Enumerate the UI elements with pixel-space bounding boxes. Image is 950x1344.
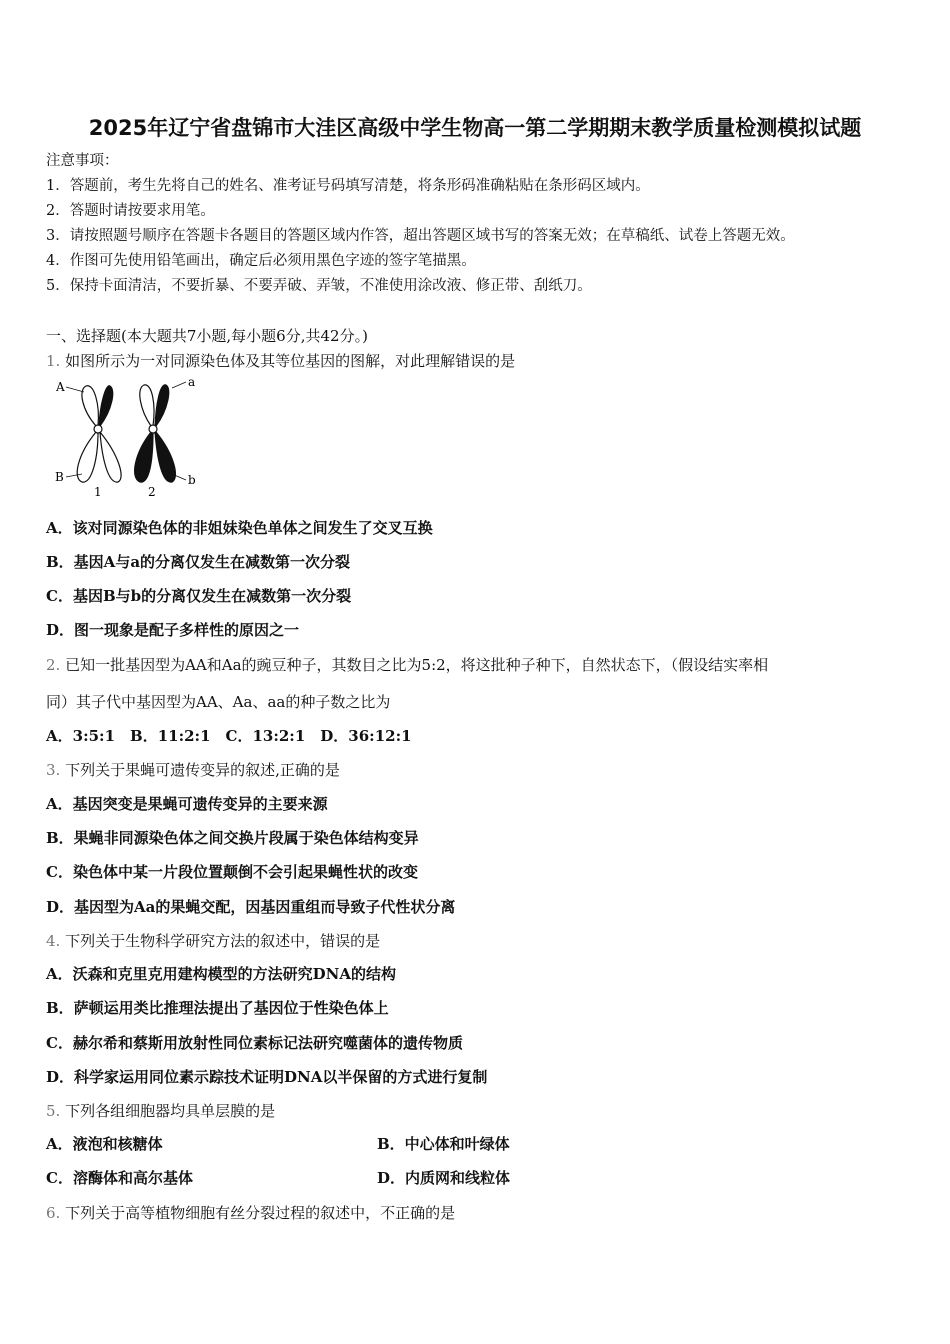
question-text: 如图所示为一对同源染色体及其等位基因的图解，对此理解错误的是: [65, 352, 516, 370]
notice-item: 4．作图可先使用铅笔画出，确定后必须用黑色字迹的签字笔描黑。: [46, 253, 476, 269]
label-1: 1: [94, 485, 102, 499]
page-title: 2025年辽宁省盘锦市大洼区高级中学生物高一第二学期期末教学质量检测模拟试题: [88, 116, 862, 140]
options-inline: A．3:5:1 B．11:2:1 C．13:2:1 D．36:12:1: [46, 727, 412, 745]
option: C．溶酶体和高尔基体: [46, 1169, 193, 1187]
section-heading: 一、选择题(本大题共7小题,每小题6分,共42分。): [46, 327, 368, 345]
chromosome-1: [77, 386, 121, 482]
notice-heading: 注意事项：: [46, 153, 119, 169]
chromosome-2: [135, 385, 176, 482]
label-a: a: [188, 375, 196, 389]
question-text: 下列关于生物科学研究方法的叙述中，错误的是: [65, 932, 381, 950]
label-b: b: [188, 473, 196, 487]
notice-item: 1．答题前，考生先将自己的姓名、准考证号码填写清楚，将条形码准确粘贴在条形码区域内。: [46, 178, 650, 194]
question-number: 4.: [46, 932, 61, 950]
question-number: 3.: [46, 761, 61, 779]
label-B: B: [55, 470, 64, 484]
notice-item: 3．请按照题号顺序在答题卡各题目的答题区域内作答，超出答题区域书写的答案无效；在草稿纸、试卷上答题无效。: [46, 228, 795, 244]
option: D．图一现象是配子多样性的原因之一: [46, 621, 300, 639]
question-text: 下列关于高等植物细胞有丝分裂过程的叙述中，不正确的是: [65, 1204, 456, 1222]
option: C．基因B与b的分离仅发生在减数第一次分裂: [46, 587, 352, 605]
chromosome-figure: [52, 374, 212, 502]
question-number: 2.: [46, 656, 61, 674]
question-text: 下列关于果蝇可遗传变异的叙述,正确的是: [65, 761, 340, 779]
question-text: 已知一批基因型为AA和Aa的豌豆种子，其数目之比为5:2，将这批种子种下，自然状态下，（假设结实率相: [65, 656, 769, 674]
option: C．染色体中某一片段位置颠倒不会引起果蝇性状的改变: [46, 863, 418, 881]
option: A．沃森和克里克用建构模型的方法研究DNA的结构: [46, 965, 396, 983]
question-text: 下列各组细胞器均具单层膜的是: [65, 1102, 276, 1120]
option: D．科学家运用同位素示踪技术证明DNA以半保留的方式进行复制: [46, 1068, 488, 1086]
question-number: 1.: [46, 352, 61, 370]
question-number: 5.: [46, 1102, 61, 1120]
question-5-stem: [46, 1101, 275, 1121]
option: B．果蝇非同源染色体之间交换片段属于染色体结构变异: [46, 829, 419, 847]
option: A．该对同源染色体的非姐妹染色单体之间发生了交叉互换: [46, 519, 433, 537]
notice-item: 2．答题时请按要求用笔。: [46, 203, 215, 219]
option: A．基因突变是果蝇可遗传变异的主要来源: [46, 795, 328, 813]
question-3-stem: [46, 760, 340, 780]
option: D．内质网和线粒体: [377, 1169, 511, 1187]
question-1-stem: [46, 351, 515, 371]
notice-item: 5．保持卡面清洁，不要折暴、不要弄破、弄皱，不准使用涂改液、修正带、刮纸刀。: [46, 278, 592, 294]
label-2: 2: [148, 485, 156, 499]
option: C．赫尔希和蔡斯用放射性同位素标记法研究噬菌体的遗传物质: [46, 1034, 463, 1052]
option: B．基因A与a的分离仅发生在减数第一次分裂: [46, 553, 351, 571]
option: A．液泡和核糖体: [46, 1135, 163, 1153]
question-2-stem-cont: 同）其子代中基因型为AA、Aa、aa的种子数之比为: [46, 693, 391, 711]
option: B．中心体和叶绿体: [377, 1135, 510, 1153]
question-number: 6.: [46, 1204, 61, 1222]
question-6-stem: [46, 1203, 455, 1223]
question-2-stem: [46, 655, 768, 675]
question-4-stem: [46, 931, 380, 951]
label-A: A: [56, 380, 65, 394]
option: B．萨顿运用类比推理法提出了基因位于性染色体上: [46, 999, 389, 1017]
option: D．基因型为Aa的果蝇交配，因基因重组而导致子代性状分离: [46, 898, 456, 916]
